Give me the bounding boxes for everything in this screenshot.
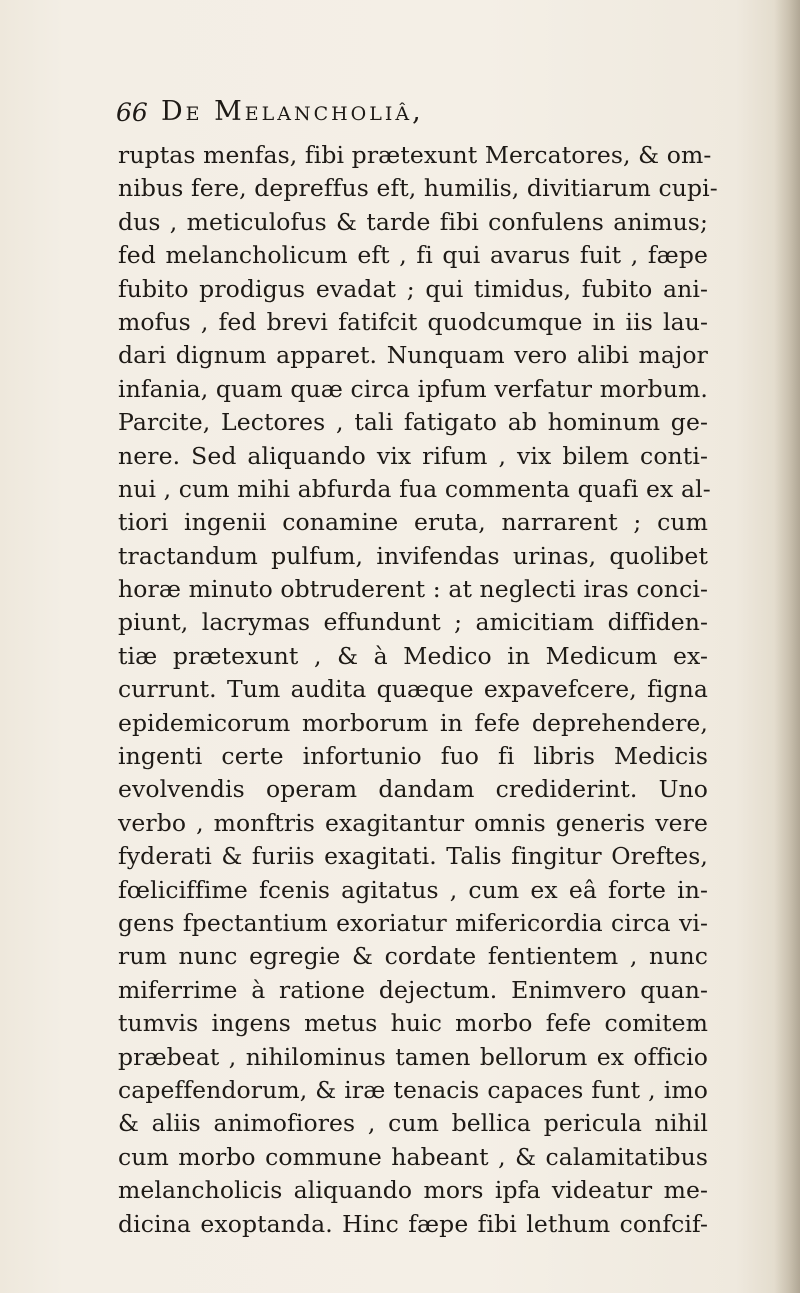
- page-header: [116, 96, 676, 136]
- running-head: De Melancholiâ,: [161, 96, 424, 127]
- text-line: nibus fere, depreffus eft, humilis, divitiarum cupi-: [118, 174, 718, 203]
- text-line: tumvis ingens metus huic morbo fefe comitem: [118, 1009, 708, 1038]
- text-line: præbeat , nihilominus tamen bellorum ex officio: [118, 1042, 708, 1071]
- page-edge-shadow: [774, 0, 800, 1293]
- text-line: cum morbo commune habeant , & calamitatibus: [118, 1142, 708, 1171]
- text-line: gens fpectantium exoriatur mifericordia circa vi-: [118, 908, 708, 937]
- body-text: [118, 139, 718, 1241]
- page-number: 66: [116, 98, 148, 127]
- text-line: ruptas menfas, fibi prætexunt Mercatores, & om-: [118, 141, 712, 169]
- text-line: dari dignum apparet. Nunquam vero alibi major: [118, 341, 708, 370]
- text-line: fyderati & furiis exagitati. Talis fingitur Oreftes,: [118, 842, 708, 871]
- text-line: epidemicorum morborum in fefe deprehendere,: [118, 708, 708, 737]
- text-line: nere. Sed aliquando vix rifum , vix bilem conti-: [118, 441, 708, 470]
- text-line: tiori ingenii conamine eruta, narrarent ; cum: [118, 508, 708, 537]
- text-line: & aliis animofiores , cum bellica pericula nihil: [118, 1109, 708, 1138]
- text-line: verbo , monftris exagitantur omnis generis vere: [118, 808, 708, 837]
- text-line: fed melancholicum eft , fi qui avarus fuit , fæpe: [118, 241, 708, 270]
- text-line: melancholicis aliquando mors ipfa videatur me-: [118, 1176, 708, 1205]
- text-line: nui , cum mihi abfurda fua commenta quafi ex al-: [118, 474, 711, 503]
- text-line: rum nunc egregie & cordate fentientem , nunc: [118, 942, 708, 971]
- text-line: Parcite, Lectores , tali fatigato ab hominum ge-: [118, 408, 708, 437]
- text-line: mofus , fed brevi fatifcit quodcumque in iis lau-: [118, 307, 708, 336]
- text-line: tractandum pulfum, invifendas urinas, quolibet: [118, 541, 708, 570]
- text-line: tiæ prætexunt , & à Medico in Medicum ex-: [118, 641, 708, 670]
- text-line: dicina exoptanda. Hinc fæpe fibi lethum confcif-: [118, 1209, 708, 1238]
- text-line: ingenti certe infortunio fuo fi libris Medicis: [118, 742, 708, 771]
- text-line: infania, quam quæ circa ipfum verfatur morbum.: [118, 374, 708, 403]
- text-line: dus , meticulofus & tarde fibi confulens animus;: [118, 207, 708, 236]
- text-line: miferrime à ratione dejectum. Enimvero quan-: [118, 975, 708, 1004]
- text-line: capeffendorum, & iræ tenacis capaces funt , imo: [118, 1075, 708, 1104]
- text-line: currunt. Tum audita quæque expavefcere, figna: [118, 675, 708, 704]
- text-line: horæ minuto obtruderent : at neglecti iras conci-: [118, 575, 709, 604]
- text-line: evolvendis operam dandam crediderint. Uno: [118, 775, 708, 804]
- text-line: fubito prodigus evadat ; qui timidus, fubito ani-: [118, 274, 708, 303]
- text-line: fœliciffime fcenis agitatus , cum ex eâ forte in-: [118, 875, 708, 904]
- text-line: piunt, lacrymas effundunt ; amicitiam diffiden-: [118, 608, 708, 637]
